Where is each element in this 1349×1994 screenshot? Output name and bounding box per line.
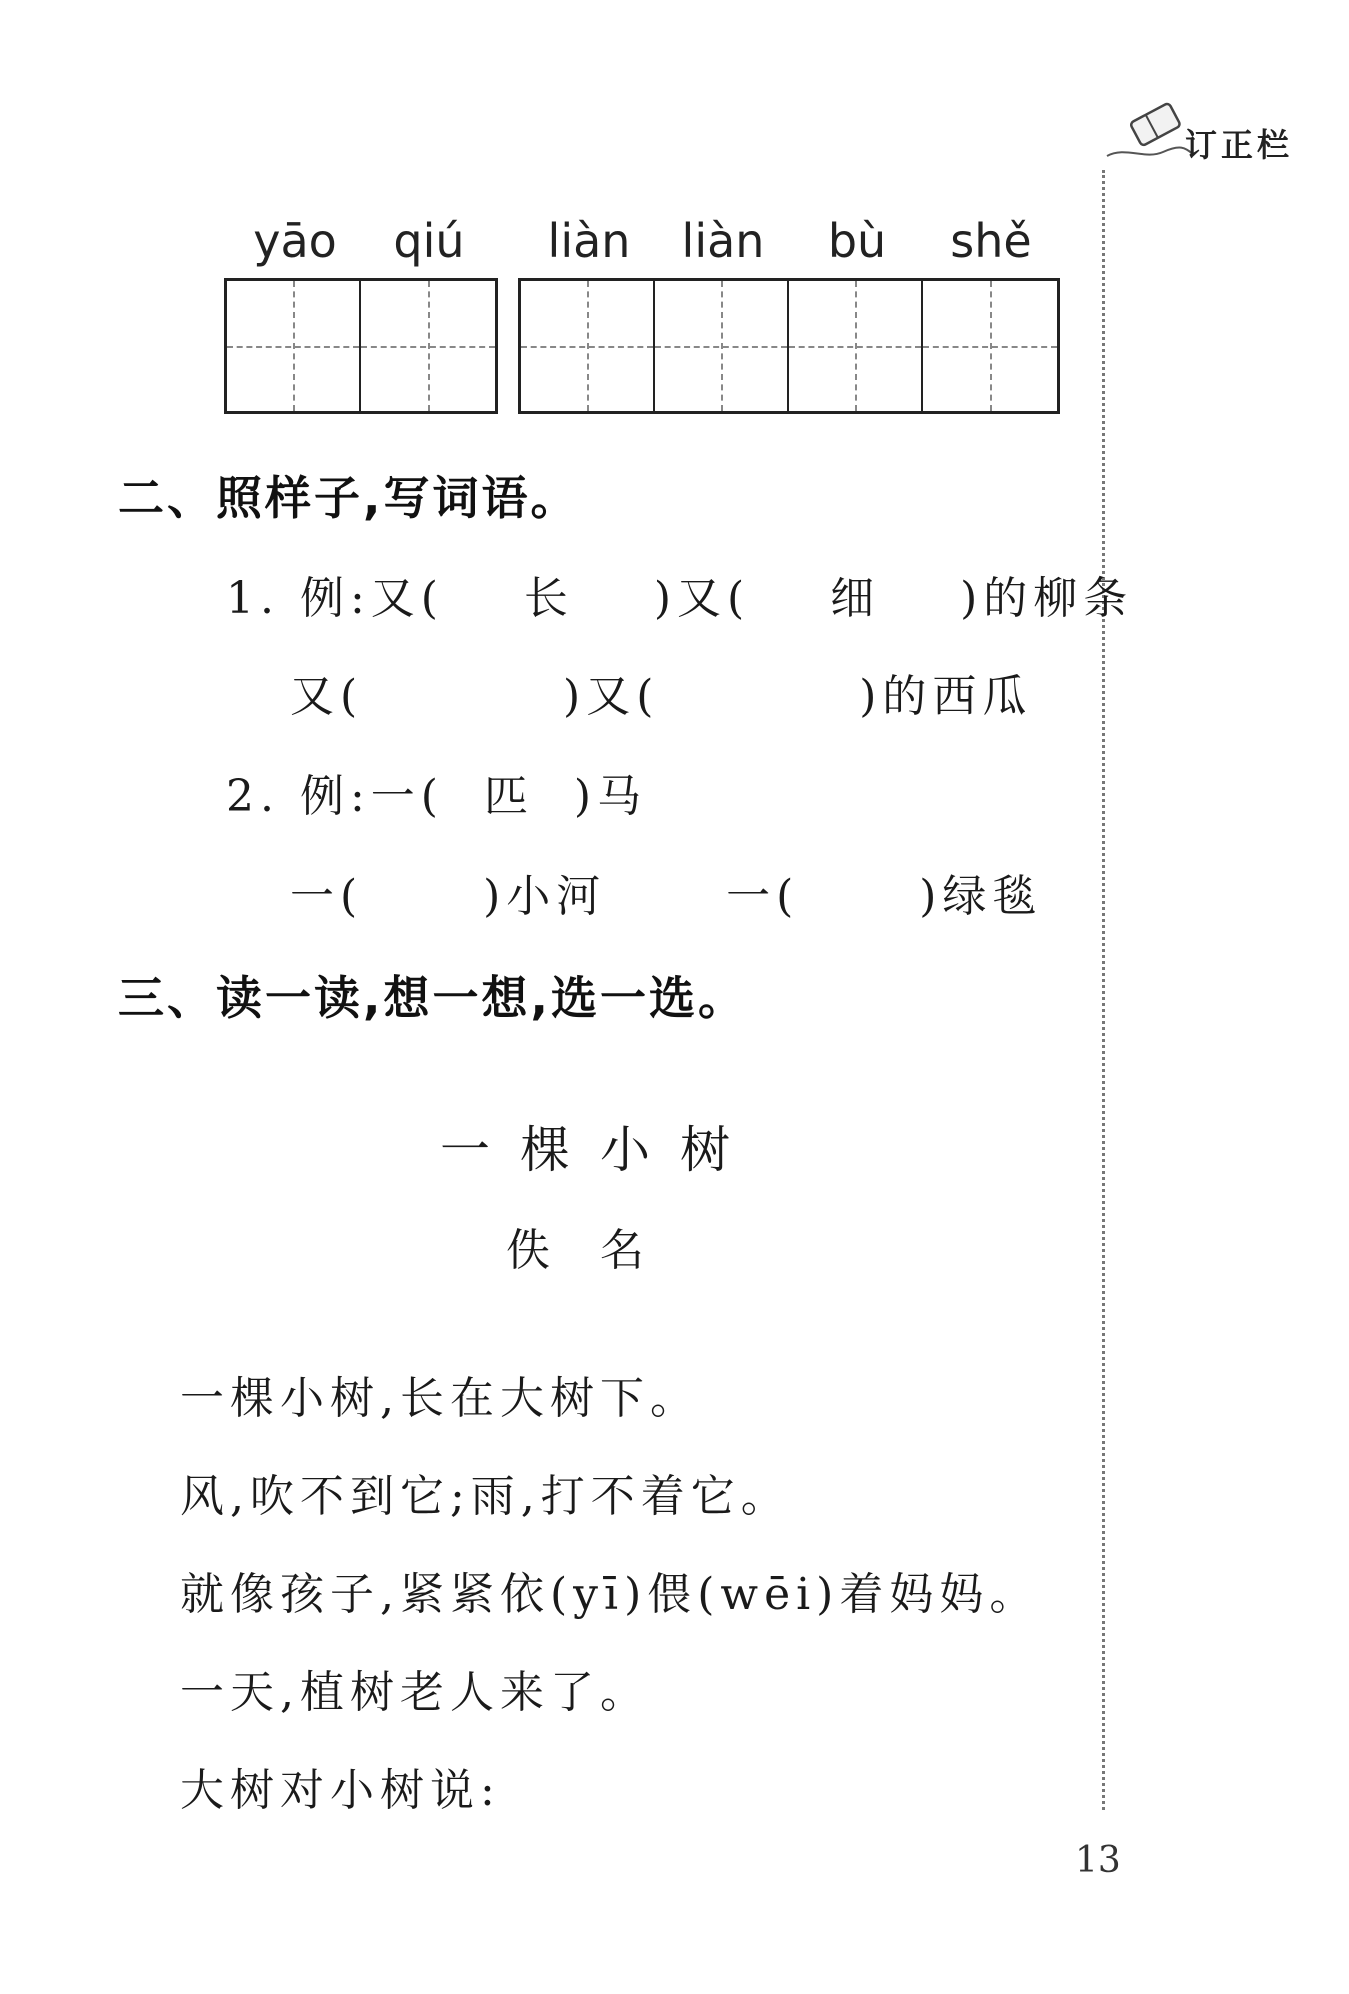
- poem-line: 风,吹不到它;雨,打不着它。: [180, 1471, 791, 1522]
- eraser-icon: [1105, 98, 1195, 168]
- section2-item2-example: 2. 例:一( 匹 )马: [226, 771, 648, 822]
- writing-cell[interactable]: [361, 281, 495, 411]
- poem-line: 就像孩子,紧紧依(yī)偎(wēi)着妈妈。: [180, 1569, 1040, 1620]
- poem-title: 一棵小树: [440, 1121, 760, 1179]
- section2-item2-task: 一( )小河 一( )绿毯: [290, 871, 1043, 922]
- pinyin-label: qiú: [393, 214, 465, 268]
- poem-line: 大树对小树说:: [180, 1765, 501, 1816]
- writing-cell[interactable]: [227, 281, 361, 411]
- correction-column-title: 订正栏: [1185, 126, 1294, 164]
- section3-heading: 三、读一读,想一想,选一选。: [118, 971, 747, 1025]
- section2-item1-task: 又( )又( )的西瓜: [290, 671, 1033, 722]
- correction-column-header: [1105, 92, 1335, 172]
- writing-cell[interactable]: [521, 281, 655, 411]
- pinyin-label: liàn: [681, 214, 765, 268]
- poem-line: 一天,植树老人来了。: [180, 1667, 650, 1718]
- section2-item1-example: 1. 例:又( 长 )又( 细 )的柳条: [226, 573, 1134, 624]
- pinyin-label: bù: [827, 214, 887, 268]
- section2-heading: 二、照样子,写词语。: [118, 471, 580, 525]
- writing-grid-lianlianbushe: [518, 278, 1060, 414]
- writing-cell[interactable]: [789, 281, 923, 411]
- correction-column-divider: [1102, 170, 1105, 1810]
- pinyin-label: yāo: [253, 214, 337, 268]
- pinyin-label: liàn: [547, 214, 631, 268]
- writing-cell[interactable]: [655, 281, 789, 411]
- poem-author: 佚名: [506, 1225, 694, 1276]
- page-number: 13: [1075, 1840, 1121, 1881]
- writing-grid-yaoqiu: [224, 278, 498, 414]
- pinyin-label: shě: [950, 214, 1032, 268]
- poem-line: 一棵小树,长在大树下。: [180, 1373, 700, 1424]
- writing-cell[interactable]: [923, 281, 1057, 411]
